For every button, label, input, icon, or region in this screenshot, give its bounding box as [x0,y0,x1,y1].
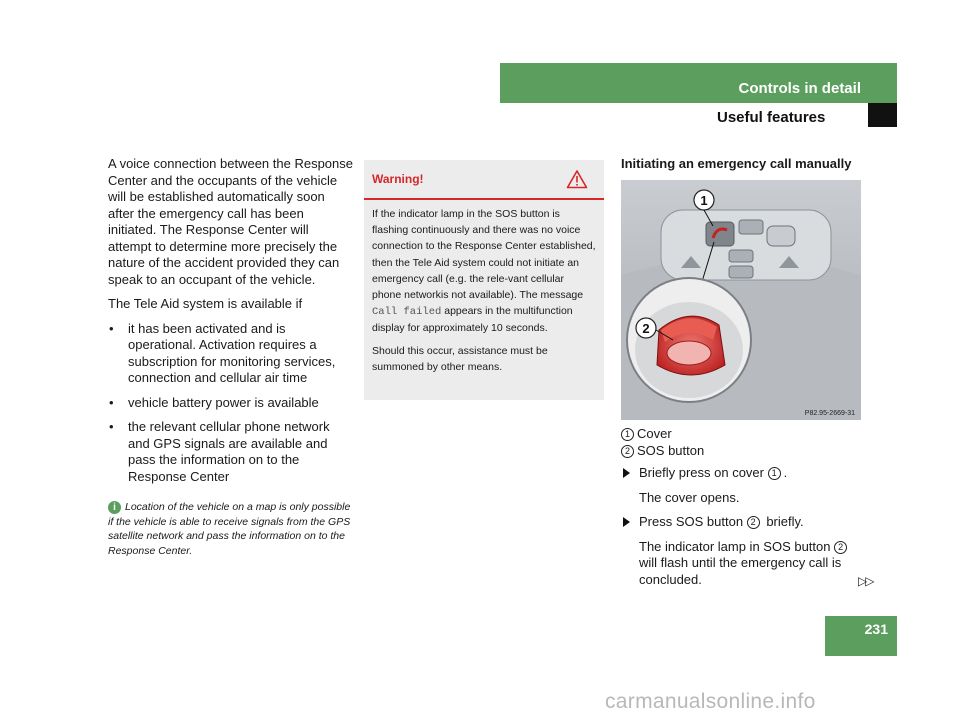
section-header-bar [500,63,897,103]
step-text: Briefly press on cover [639,465,764,480]
callout-number: 2 [834,541,847,554]
availability-text: The Tele Aid system is available if [108,296,303,311]
warning-title: Warning! [372,172,424,186]
step-1-result: The cover opens. [639,489,740,505]
warning-paragraph-2: Should this occur, assistance must be summoned by other means. [372,344,548,373]
legend-label: SOS button [637,443,705,458]
availability-list [108,321,354,486]
callout-number: 1 [621,428,634,441]
right-column-heading [621,156,861,173]
continued-icon: ▷▷ [858,574,873,588]
arrow-right-icon [623,468,630,478]
result-text-end: will flash until the emergency call is concluded. [639,555,842,587]
result-text: The indicator lamp in SOS button [639,538,831,554]
intro-paragraph: A voice connection between the Response Center and the occupants of the vehicle will be established automatically soon after the emergency call has been initiated. The Response Center will attempt to determine more precisely the nature of the accident provided they can speak to an occupant of the vehicle. [108,156,354,287]
page-number-box [825,616,897,656]
warning-box [364,160,604,400]
callout-number: 2 [747,516,760,529]
left-column [108,156,354,493]
warning-body [364,200,604,375]
callout-number: 1 [768,467,781,480]
subsection-title: Useful features [717,109,826,126]
legend-item [621,442,704,459]
list-item: • vehicle battery power is available [108,395,354,412]
step-1: Briefly press on cover 1 . [621,465,861,482]
legend-item [621,425,704,442]
step-2-result [621,539,861,589]
info-note [108,500,354,558]
section-heading: Initiating an emergency call manually [621,156,852,171]
callout-2: 2 [642,321,650,336]
step-text-end: briefly. [766,514,804,529]
step-2 [621,514,861,531]
list-item: • the relevant cellular phone network and GPS signals are available and pass the information on to the Response Center [108,419,354,485]
arrow-right-icon [623,517,630,527]
callout-1: 1 [700,193,708,208]
photo-code: P82.95-2669-31 [804,410,855,417]
watermark: carmanualsonline.info [605,690,816,713]
info-icon: i [108,501,121,514]
call-failed-message: Call failed [372,306,442,319]
instruction-steps [621,465,861,596]
warning-header [364,160,604,200]
warning-text: If the indicator lamp in the SOS button is flashing continuously and there was no voice connection to the Response Center established, then the Tele Aid system could not initiate an emergency call (e.g. the rele-vant cellular phone networkis not available). The message [372,208,596,302]
list-item: • it has been activated and is operational. Activation requires a subscription for monitoring services, connection and cellular air time [108,321,354,387]
callout-number: 2 [621,445,634,458]
section-title: Controls in detail [738,80,861,97]
warning-text-end: appears in the multifunction display for approximately 10 seconds. [372,305,573,335]
page-number: 231 [864,621,888,637]
legend-label: Cover [637,426,672,441]
section-marker [868,103,897,127]
info-note-text: Location of the vehicle on a map is only possible if the vehicle is able to receive signals from the GPS satellite network and pass the information on to the Response Center. [108,501,351,557]
photo-legend [621,425,704,459]
warning-triangle-icon [566,169,588,189]
warning-paragraph [372,206,596,337]
step-text: Press SOS button [639,514,744,529]
overhead-console-photo [621,180,861,420]
